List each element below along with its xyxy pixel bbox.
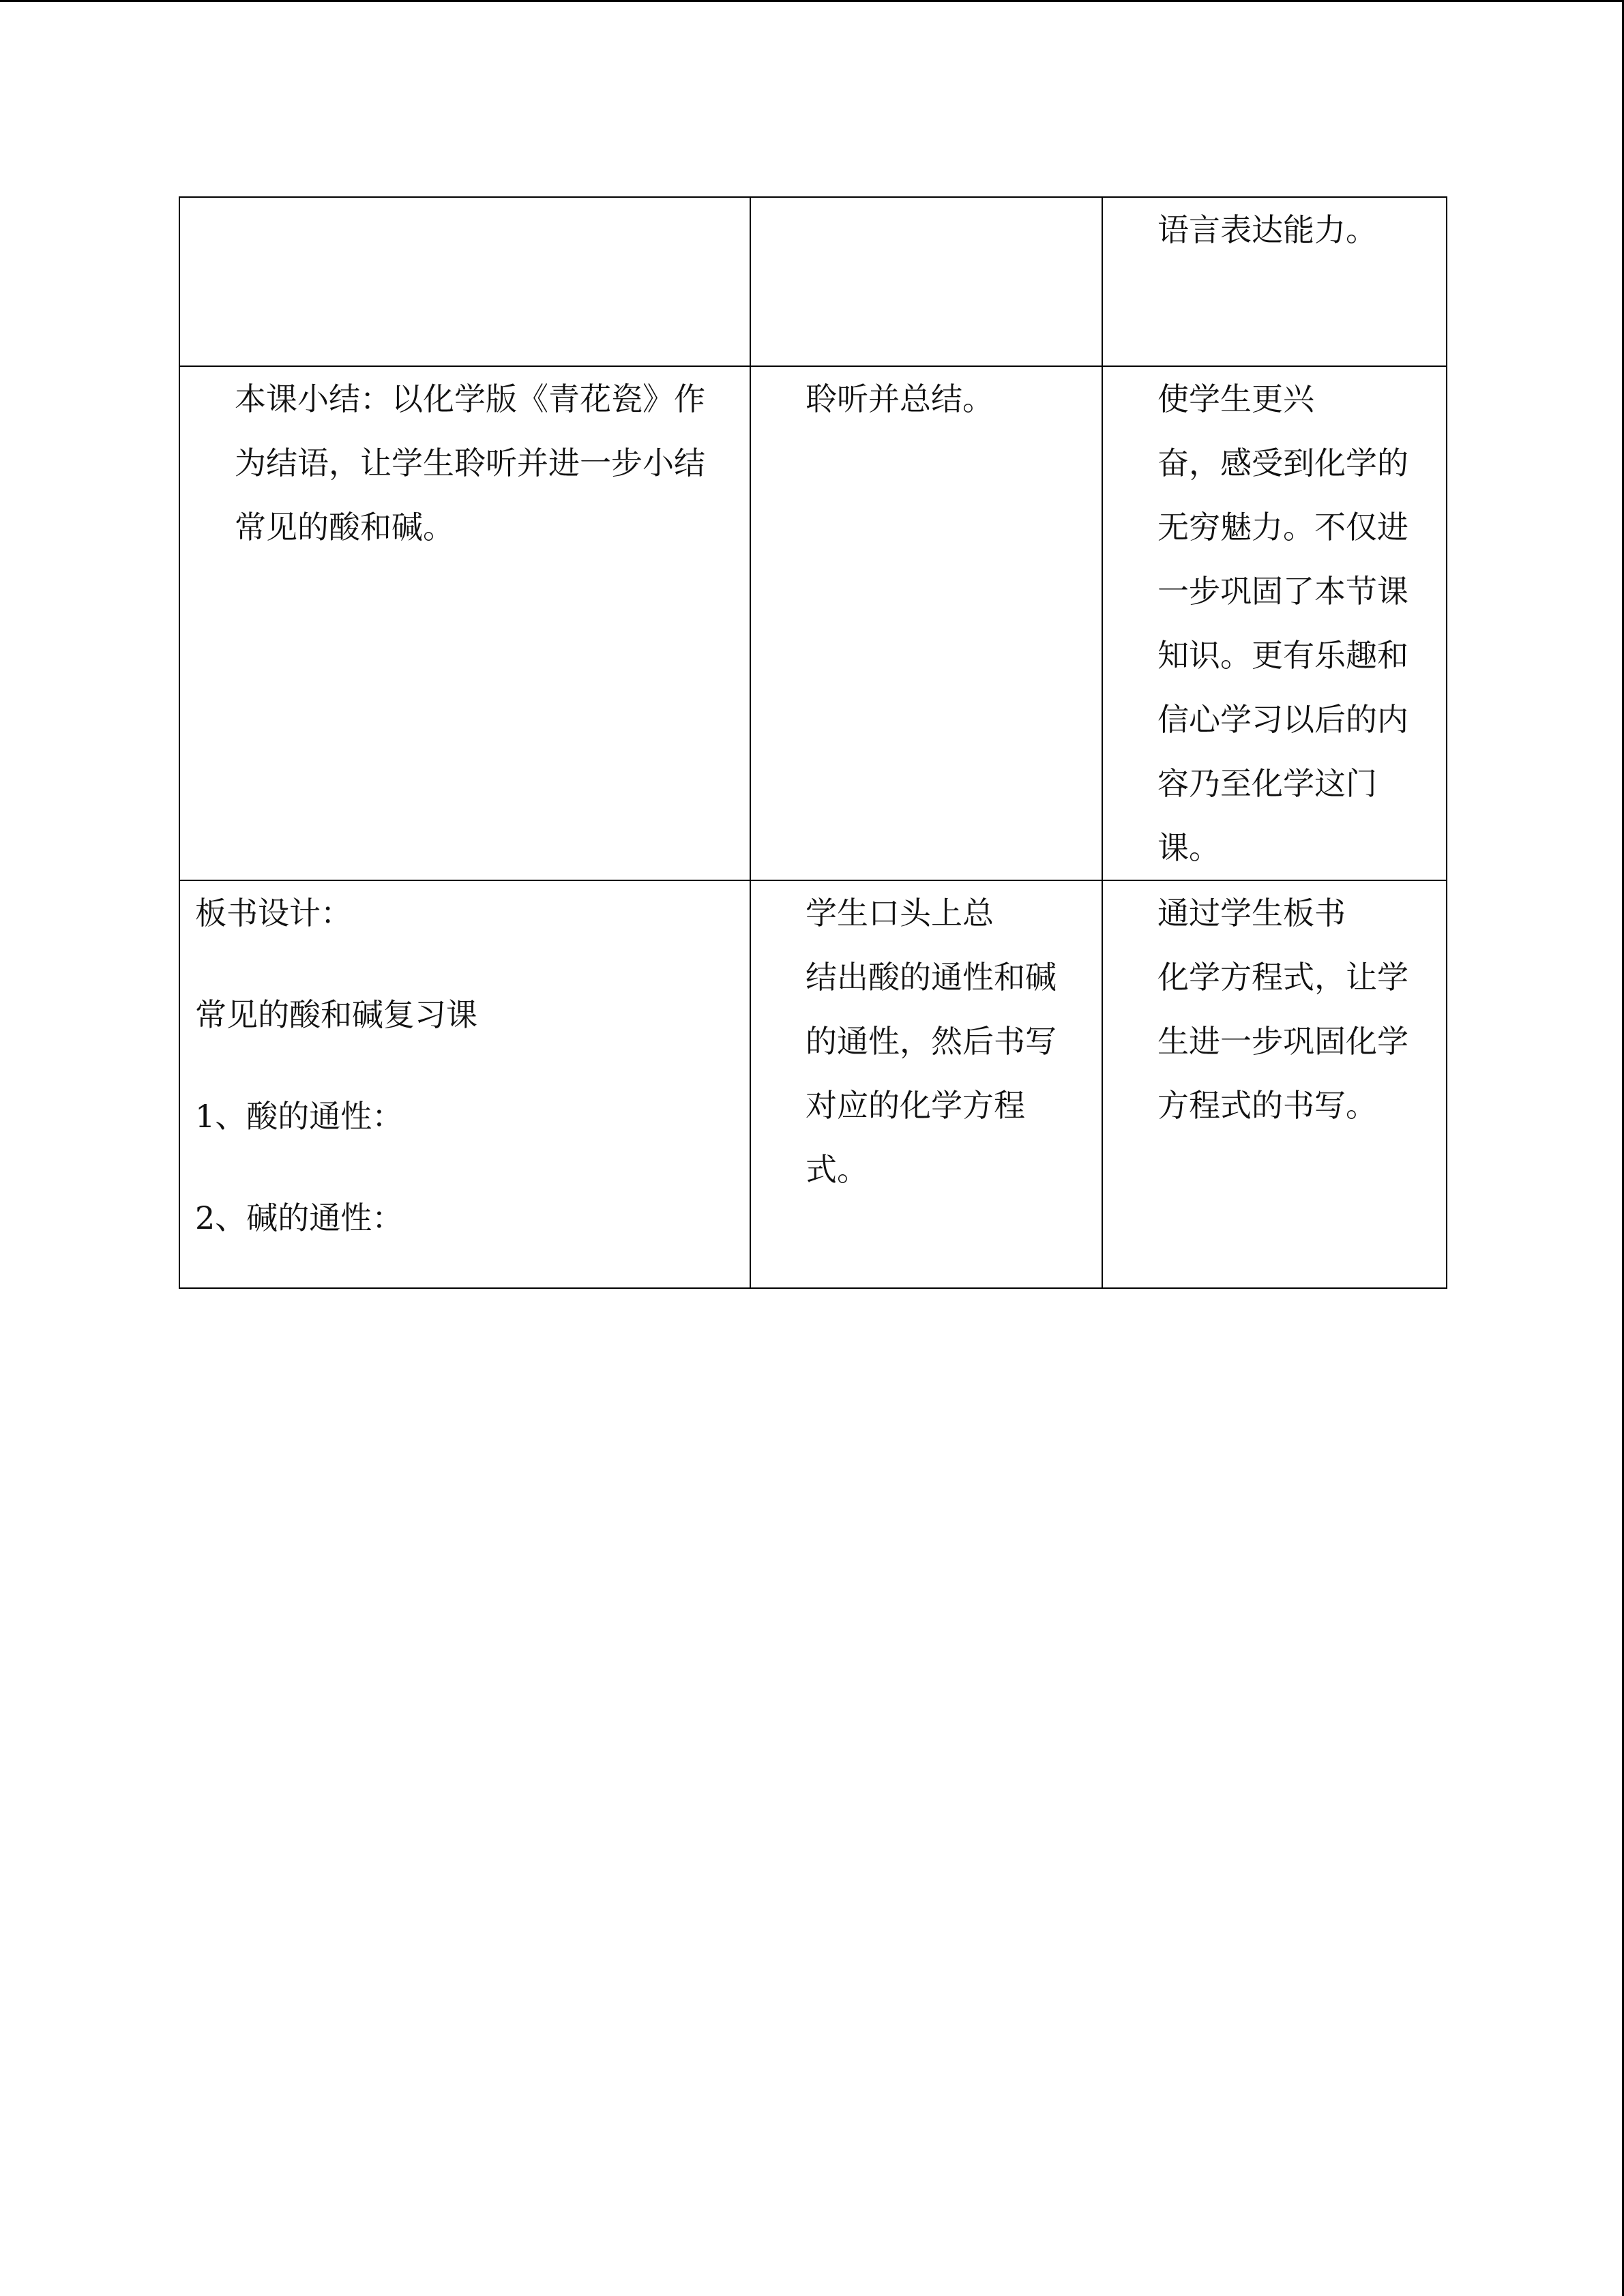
board-design-heading: 板书设计： (195, 895, 352, 931)
student-activity-text: 学生口头上总 结出酸的通性和碱 的通性，然后书写 对应的化学方程 式。 (806, 895, 1057, 1188)
table-cell (750, 366, 1102, 880)
table-cell (750, 197, 1102, 366)
table-cell (1102, 366, 1447, 880)
page-top-border (0, 0, 1624, 2)
board-design-item-base: 2、碱的通性： (195, 1199, 404, 1236)
table-cell (750, 880, 1102, 1288)
purpose-text: 通过学生板书 化学方程式，让学 生进一步巩固化学 方程式的书写。 (1157, 895, 1408, 1124)
lesson-plan-table (179, 196, 1447, 1289)
table-cell (179, 197, 750, 366)
purpose-text: 语言表达能力。 (1157, 211, 1377, 248)
table-cell (1102, 880, 1447, 1288)
table-cell (1102, 197, 1447, 366)
board-design-item-acid: 1、酸的通性： (195, 1098, 404, 1135)
table-cell (179, 366, 750, 880)
table-cell (179, 880, 750, 1288)
table-row (179, 366, 1447, 880)
board-design-block (180, 881, 750, 1287)
table-row (179, 197, 1447, 366)
board-design-title: 常见的酸和碱复习课 (195, 996, 477, 1033)
student-activity-text: 聆听并总结。 (806, 381, 994, 417)
table-row (179, 880, 1447, 1288)
lesson-summary-text: 本课小结：以化学版《青花瓷》作 为结语，让学生聆听并进一步小结 常见的酸和碱。 (235, 381, 705, 546)
purpose-text: 使学生更兴 奋，感受到化学的 无穷魅力。不仅进 一步巩固了本节课 知识。更有乐趣和 信心学习以后的内 容乃至化学这门 课。 (1157, 381, 1408, 866)
